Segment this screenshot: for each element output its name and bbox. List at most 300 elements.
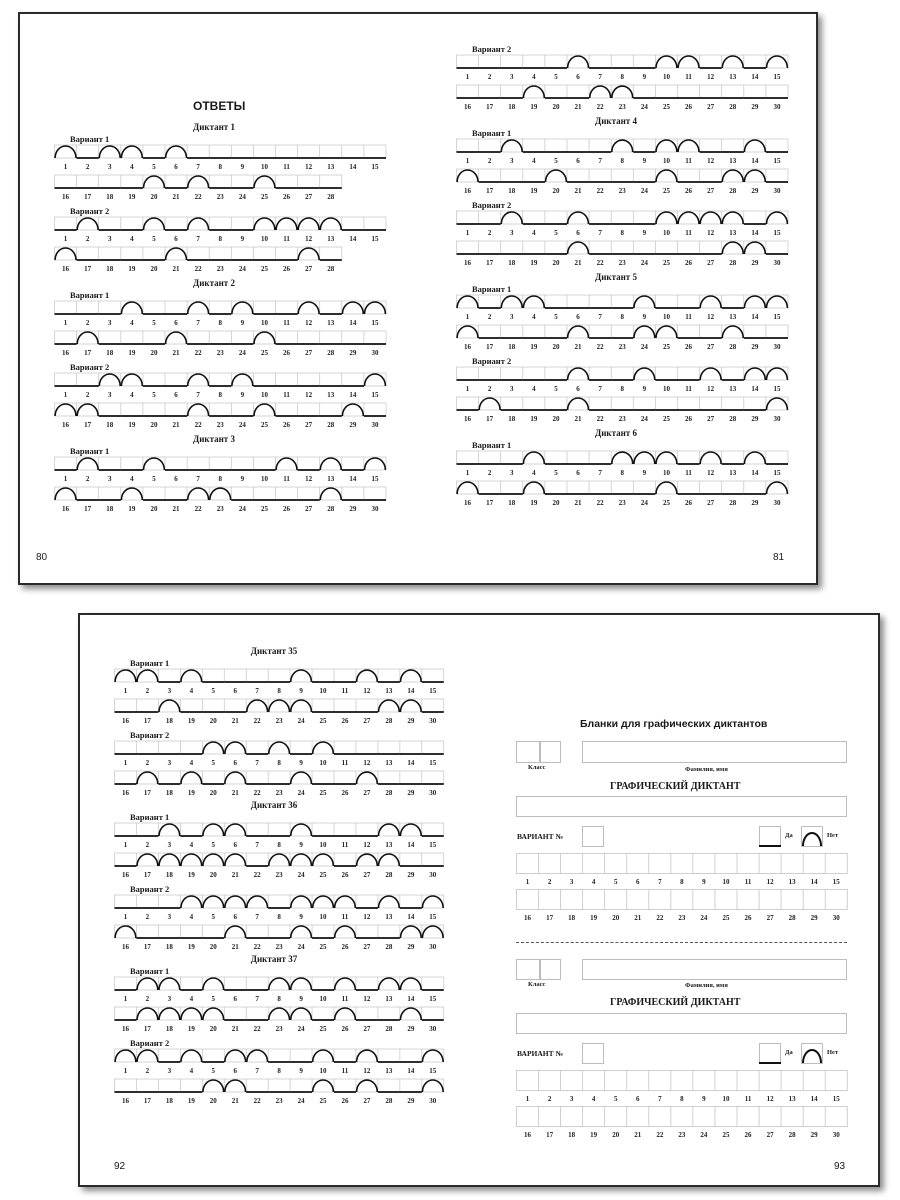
arc-12: [700, 296, 721, 308]
arc-13: [722, 56, 743, 68]
cell-number-3: 3: [510, 469, 514, 477]
cell-number-16: 16: [62, 421, 70, 429]
blank-number-13: 13: [788, 1095, 796, 1103]
cell-number-6: 6: [174, 319, 178, 327]
variant-label: Вариант 1: [130, 812, 170, 822]
cell-number-23: 23: [216, 349, 224, 357]
cell-number-20: 20: [150, 265, 158, 273]
blank-number-21: 21: [634, 914, 642, 922]
arc-22: [188, 404, 209, 416]
yes-label: Да: [785, 1049, 793, 1056]
arc-15: [767, 56, 788, 68]
cell-number-8: 8: [218, 163, 222, 171]
cell-number-20: 20: [209, 943, 217, 951]
cell-number-14: 14: [349, 163, 357, 171]
cell-number-9: 9: [240, 391, 245, 399]
cell-number-4: 4: [130, 319, 134, 327]
cell-number-17: 17: [143, 1097, 151, 1105]
arc-11: [335, 896, 356, 908]
variant-label: ВАРИАНТ №: [517, 1049, 564, 1058]
variant-label: Вариант 2: [70, 362, 110, 372]
cell-number-2: 2: [85, 163, 90, 171]
cell-number-7: 7: [196, 163, 200, 171]
cell-number-3: 3: [167, 1067, 172, 1075]
blank-row[interactable]: [516, 889, 849, 923]
arc-19: [181, 1008, 202, 1020]
name-field[interactable]: [582, 741, 847, 763]
cell-number-16: 16: [121, 871, 129, 879]
name-field[interactable]: [582, 959, 847, 980]
cell-number-14: 14: [751, 229, 759, 237]
arc-16: [457, 326, 478, 338]
variant-label: Вариант 1: [472, 128, 512, 138]
cell-number-5: 5: [152, 391, 156, 399]
answer-row: [114, 1006, 445, 1034]
arc-22: [590, 86, 611, 98]
cell-number-28: 28: [385, 1097, 393, 1105]
cell-number-3: 3: [108, 235, 112, 243]
yes-box[interactable]: [759, 1043, 781, 1063]
answer-row: [456, 450, 790, 478]
arc-16: [457, 170, 478, 182]
cell-number-26: 26: [685, 415, 693, 423]
cell-number-26: 26: [341, 789, 349, 797]
arc-28: [379, 700, 400, 712]
arc-2: [137, 670, 158, 682]
arc-15: [767, 296, 788, 308]
blank-number-18: 18: [568, 1131, 576, 1139]
arc-14: [400, 824, 421, 836]
cell-number-7: 7: [598, 229, 602, 237]
answer-row: [54, 330, 388, 358]
cell-number-14: 14: [349, 235, 357, 243]
cell-number-26: 26: [341, 717, 349, 725]
arc-9: [232, 374, 253, 386]
cell-number-6: 6: [233, 687, 237, 695]
answer-row: [456, 396, 790, 424]
class-box-1[interactable]: [516, 741, 540, 763]
cell-number-26: 26: [283, 349, 291, 357]
cell-number-12: 12: [305, 475, 313, 483]
cell-number-27: 27: [305, 193, 313, 201]
cell-number-20: 20: [552, 259, 560, 267]
answer-row: [54, 246, 343, 274]
arc-25: [313, 1080, 334, 1092]
arc-27: [357, 854, 378, 866]
heading-field[interactable]: [516, 1013, 847, 1034]
cell-number-26: 26: [283, 265, 291, 273]
answer-row: [114, 1078, 445, 1106]
cell-number-14: 14: [407, 913, 415, 921]
cell-number-11: 11: [283, 391, 290, 399]
cell-number-8: 8: [218, 391, 222, 399]
arc-22: [188, 176, 209, 188]
arc-15: [767, 212, 788, 224]
arc-9: [291, 824, 312, 836]
cell-number-4: 4: [532, 385, 536, 393]
cell-number-23: 23: [216, 193, 224, 201]
answer-row: [54, 456, 388, 484]
variant-number-box[interactable]: [582, 1043, 604, 1064]
blank-number-7: 7: [658, 878, 662, 886]
cell-number-27: 27: [363, 943, 371, 951]
cell-number-7: 7: [598, 385, 602, 393]
arc-12: [298, 302, 319, 314]
cell-number-5: 5: [554, 229, 558, 237]
blank-number-23: 23: [678, 1131, 686, 1139]
arc-28: [722, 170, 743, 182]
cell-number-4: 4: [130, 163, 134, 171]
arc-3: [159, 978, 180, 990]
cell-number-29: 29: [349, 349, 357, 357]
cell-number-18: 18: [106, 505, 114, 513]
blank-number-28: 28: [788, 1131, 796, 1139]
cell-number-29: 29: [349, 505, 357, 513]
cell-number-22: 22: [596, 343, 604, 351]
arc-19: [523, 482, 544, 494]
cell-number-24: 24: [238, 193, 246, 201]
arc-13: [320, 218, 341, 230]
class-box-1[interactable]: [516, 959, 540, 980]
class-box-2[interactable]: [540, 959, 561, 980]
cell-number-6: 6: [576, 157, 580, 165]
cell-number-2: 2: [145, 841, 150, 849]
answer-row: [54, 144, 388, 172]
cell-number-4: 4: [189, 759, 194, 767]
arc-3: [501, 296, 522, 308]
cell-number-14: 14: [407, 1067, 415, 1075]
cell-number-9: 9: [240, 319, 245, 327]
cell-number-27: 27: [707, 343, 715, 351]
blank-number-30: 30: [832, 1131, 840, 1139]
blank-number-12: 12: [766, 878, 774, 886]
arc-4: [181, 1050, 202, 1062]
cell-number-9: 9: [299, 687, 303, 695]
cell-number-12: 12: [363, 687, 371, 695]
class-label: Класс: [528, 981, 546, 988]
dictation-title: Диктант 1: [193, 122, 235, 132]
page-number-right: 81: [773, 552, 785, 563]
cell-number-28: 28: [327, 193, 335, 201]
arc-2: [137, 1050, 158, 1062]
arc-24: [291, 1008, 312, 1020]
cell-number-3: 3: [510, 73, 514, 81]
cell-number-5: 5: [554, 385, 558, 393]
cell-number-1: 1: [123, 913, 128, 921]
cell-number-16: 16: [62, 265, 70, 273]
cell-number-16: 16: [464, 415, 472, 423]
cell-number-18: 18: [165, 1097, 173, 1105]
blank-row[interactable]: [516, 853, 849, 887]
cell-number-6: 6: [174, 235, 178, 243]
answer-row: [114, 924, 445, 952]
arc-20: [203, 854, 224, 866]
arc-14: [744, 452, 765, 464]
cell-number-23: 23: [275, 943, 283, 951]
arc-23: [269, 854, 290, 866]
cell-number-3: 3: [108, 319, 112, 327]
cell-number-1: 1: [465, 385, 470, 393]
cell-number-25: 25: [260, 349, 268, 357]
arc-29: [400, 700, 421, 712]
arc-10: [254, 218, 275, 230]
cell-number-21: 21: [231, 943, 239, 951]
cell-number-10: 10: [260, 475, 268, 483]
cell-number-7: 7: [255, 995, 259, 1003]
answer-row: [54, 486, 388, 514]
cell-number-30: 30: [429, 717, 437, 725]
cell-number-5: 5: [211, 995, 216, 1003]
cell-number-11: 11: [283, 319, 290, 327]
cell-number-3: 3: [510, 313, 514, 321]
cell-number-21: 21: [172, 193, 180, 201]
arc-12: [357, 670, 378, 682]
cell-number-15: 15: [429, 759, 437, 767]
cell-number-26: 26: [341, 1097, 349, 1105]
cell-number-15: 15: [773, 73, 781, 81]
cell-number-8: 8: [277, 995, 281, 1003]
cell-number-21: 21: [574, 103, 582, 111]
cell-number-10: 10: [319, 759, 327, 767]
cell-number-18: 18: [165, 871, 173, 879]
arc-13: [320, 458, 341, 470]
cell-number-22: 22: [596, 499, 604, 507]
cell-number-3: 3: [108, 163, 112, 171]
cell-number-17: 17: [486, 103, 494, 111]
cell-number-18: 18: [508, 499, 516, 507]
arc-7: [247, 1050, 268, 1062]
arc-15: [365, 458, 386, 470]
cell-number-22: 22: [194, 421, 202, 429]
cell-number-29: 29: [407, 789, 415, 797]
answer-row: [456, 84, 790, 112]
variant-label: Вариант 1: [70, 446, 110, 456]
cell-number-8: 8: [277, 841, 281, 849]
cell-number-22: 22: [596, 415, 604, 423]
blank-row[interactable]: [516, 1106, 849, 1140]
cell-number-18: 18: [106, 265, 114, 273]
cell-number-12: 12: [707, 157, 715, 165]
cell-number-30: 30: [773, 415, 781, 423]
cell-number-5: 5: [211, 841, 216, 849]
cell-number-9: 9: [642, 157, 647, 165]
cell-number-2: 2: [85, 475, 90, 483]
cell-number-1: 1: [465, 229, 470, 237]
cell-number-22: 22: [194, 265, 202, 273]
cell-number-12: 12: [305, 391, 313, 399]
arc-4: [181, 896, 202, 908]
arc-11: [678, 56, 699, 68]
arc-10: [656, 212, 677, 224]
cell-number-20: 20: [552, 343, 560, 351]
cell-number-30: 30: [429, 1025, 437, 1033]
cell-number-13: 13: [327, 163, 335, 171]
cell-number-18: 18: [106, 349, 114, 357]
variant-number-box[interactable]: [582, 826, 604, 847]
answer-row: [54, 216, 388, 244]
cell-number-30: 30: [429, 789, 437, 797]
cell-number-27: 27: [363, 717, 371, 725]
cell-number-26: 26: [341, 871, 349, 879]
cell-number-16: 16: [62, 193, 70, 201]
cell-number-11: 11: [283, 163, 290, 171]
cell-number-15: 15: [773, 385, 781, 393]
cell-number-14: 14: [751, 469, 759, 477]
cell-number-17: 17: [84, 193, 92, 201]
arc-7: [188, 302, 209, 314]
blank-number-26: 26: [744, 1131, 752, 1139]
cell-number-19: 19: [187, 717, 195, 725]
cell-number-10: 10: [319, 841, 327, 849]
cell-number-23: 23: [618, 415, 626, 423]
blank-number-17: 17: [546, 914, 554, 922]
cell-number-6: 6: [174, 475, 178, 483]
cell-number-2: 2: [85, 235, 90, 243]
cell-number-3: 3: [167, 687, 172, 695]
cell-number-25: 25: [662, 415, 670, 423]
arc-24: [291, 926, 312, 938]
page-number-left: 92: [114, 1161, 126, 1172]
arc-16: [55, 248, 76, 260]
class-label: Класс: [528, 764, 546, 771]
arc-6: [225, 742, 246, 754]
cell-number-2: 2: [145, 687, 150, 695]
dictation-title: Диктант 3: [193, 434, 235, 444]
cell-number-14: 14: [407, 759, 415, 767]
cell-number-24: 24: [238, 421, 246, 429]
blank-number-24: 24: [700, 1131, 708, 1139]
blank-title: Бланки для графических диктантов: [580, 718, 768, 730]
cell-number-23: 23: [618, 499, 626, 507]
variant-label: Вариант 2: [472, 200, 512, 210]
heading-field[interactable]: [516, 796, 847, 817]
arc-25: [656, 482, 677, 494]
cell-number-24: 24: [297, 1025, 305, 1033]
arc-21: [225, 854, 246, 866]
variant-label: Вариант 2: [472, 44, 512, 54]
cell-number-19: 19: [187, 871, 195, 879]
arc-6: [225, 1050, 246, 1062]
cell-number-15: 15: [371, 475, 379, 483]
cell-number-28: 28: [729, 259, 737, 267]
arc-3: [99, 374, 120, 386]
dictation-title: Диктант 4: [595, 116, 637, 126]
cell-number-6: 6: [576, 73, 580, 81]
cell-number-23: 23: [275, 871, 283, 879]
cell-number-21: 21: [172, 421, 180, 429]
cell-number-27: 27: [305, 505, 313, 513]
cell-number-1: 1: [465, 313, 470, 321]
cell-number-30: 30: [773, 187, 781, 195]
blank-number-27: 27: [766, 914, 774, 922]
arc-21: [568, 242, 589, 254]
cell-number-30: 30: [773, 259, 781, 267]
arc-20: [144, 176, 165, 188]
cell-number-19: 19: [530, 343, 538, 351]
arc-19: [181, 772, 202, 784]
blank-number-2: 2: [547, 878, 552, 886]
cell-number-13: 13: [729, 385, 737, 393]
cell-number-6: 6: [174, 391, 178, 399]
cell-number-4: 4: [130, 391, 134, 399]
arc-5: [203, 742, 224, 754]
cell-number-26: 26: [685, 187, 693, 195]
cell-number-17: 17: [84, 349, 92, 357]
cell-number-19: 19: [530, 259, 538, 267]
cell-number-16: 16: [121, 943, 129, 951]
answer-row: [114, 852, 445, 880]
arc-10: [656, 140, 677, 152]
arc-17: [77, 332, 98, 344]
blank-row[interactable]: [516, 1070, 849, 1104]
cell-number-28: 28: [729, 499, 737, 507]
cell-number-18: 18: [508, 415, 516, 423]
cell-number-11: 11: [341, 995, 349, 1003]
arc-15: [422, 1050, 443, 1062]
arc-3: [99, 146, 120, 158]
yes-box[interactable]: [759, 826, 781, 846]
cell-number-27: 27: [363, 789, 371, 797]
cell-number-21: 21: [574, 187, 582, 195]
cell-number-28: 28: [729, 103, 737, 111]
dictation-title: Диктант 2: [193, 278, 235, 288]
cell-number-1: 1: [123, 759, 128, 767]
arc-27: [357, 772, 378, 784]
dictation-title: Диктант 36: [250, 800, 298, 810]
variant-label: Вариант 2: [130, 1038, 170, 1048]
cell-number-16: 16: [62, 349, 70, 357]
arc-17: [137, 772, 158, 784]
cell-number-10: 10: [319, 913, 327, 921]
cell-number-12: 12: [363, 995, 371, 1003]
arc-5: [144, 218, 165, 230]
cell-number-7: 7: [255, 841, 259, 849]
arc-23: [269, 700, 290, 712]
cell-number-1: 1: [123, 995, 128, 1003]
variant-label: Вариант 1: [472, 284, 512, 294]
name-label: Фамилия, имя: [685, 982, 728, 989]
cell-number-23: 23: [618, 103, 626, 111]
cell-number-5: 5: [211, 913, 216, 921]
cell-number-30: 30: [429, 943, 437, 951]
arc-17: [137, 854, 158, 866]
answer-row: [114, 976, 445, 1004]
cell-number-1: 1: [63, 163, 68, 171]
form-heading: ГРАФИЧЕСКИЙ ДИКТАНТ: [610, 997, 741, 1008]
cell-number-14: 14: [407, 841, 415, 849]
arc-24: [291, 854, 312, 866]
arc-10: [656, 452, 677, 464]
cell-number-27: 27: [707, 499, 715, 507]
answer-row: [456, 54, 790, 82]
cell-number-20: 20: [552, 415, 560, 423]
cell-number-21: 21: [574, 343, 582, 351]
class-box-2[interactable]: [540, 741, 561, 763]
answer-row: [456, 480, 790, 508]
blank-number-16: 16: [524, 1131, 532, 1139]
arc-21: [166, 248, 187, 260]
cell-number-13: 13: [385, 841, 393, 849]
arc-10: [313, 742, 334, 754]
cell-number-24: 24: [238, 505, 246, 513]
cell-number-29: 29: [407, 1097, 415, 1105]
cell-number-19: 19: [187, 1097, 195, 1105]
arc-6: [225, 824, 246, 836]
cell-number-24: 24: [640, 103, 648, 111]
cell-number-28: 28: [327, 349, 335, 357]
cell-number-17: 17: [143, 717, 151, 725]
cell-number-11: 11: [341, 687, 349, 695]
